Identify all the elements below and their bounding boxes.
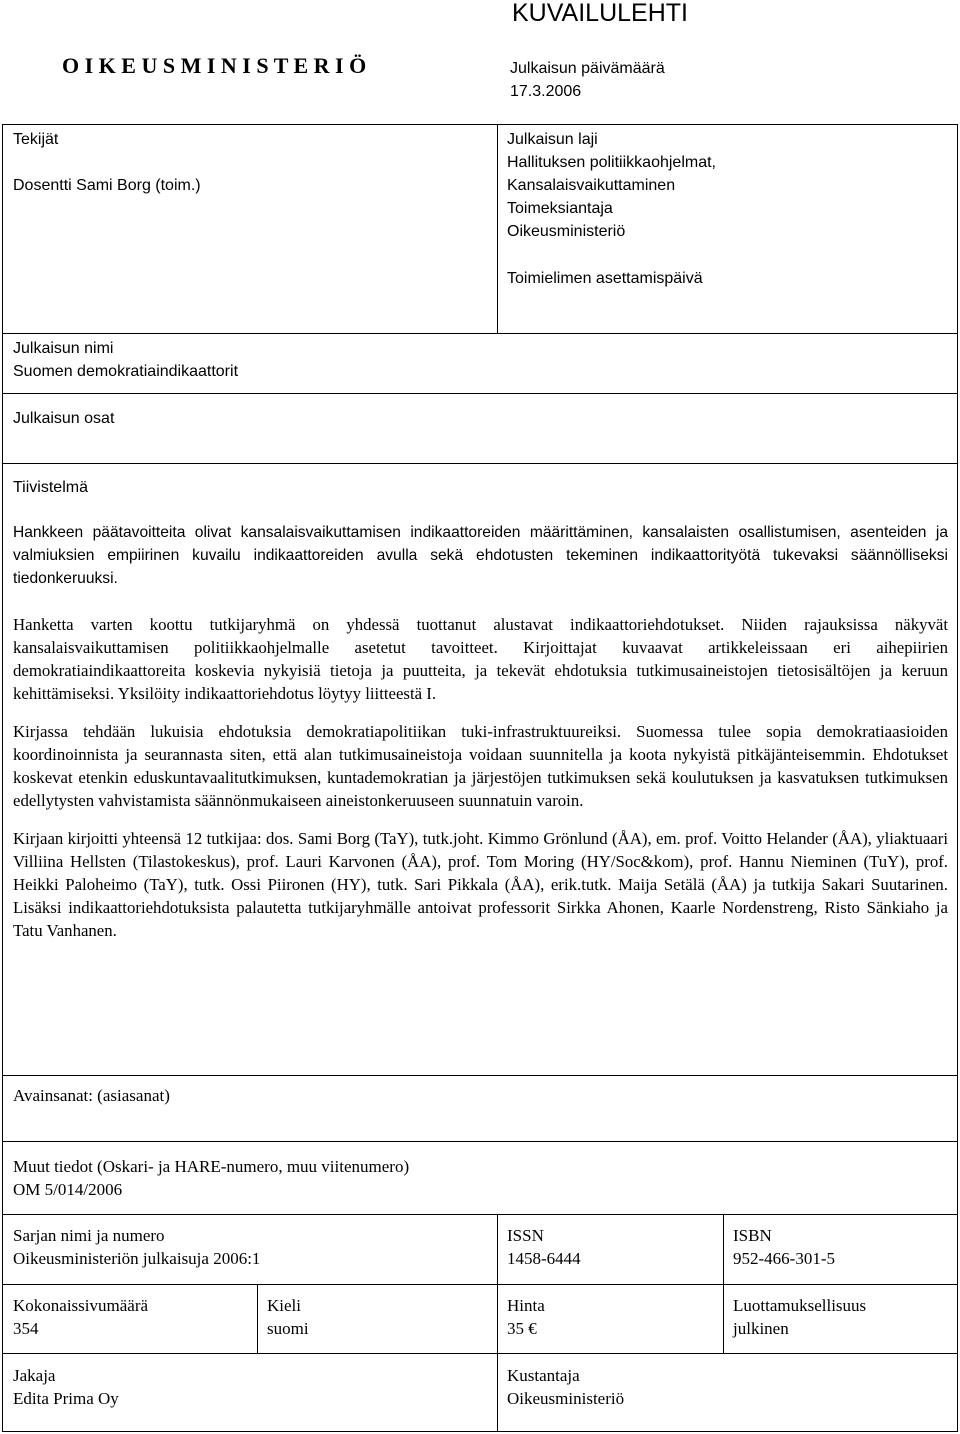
- issn-value: 1458-6444: [507, 1249, 581, 1268]
- other-info-value: OM 5/014/2006: [13, 1180, 123, 1199]
- divider: [2, 1353, 958, 1354]
- abstract-paragraph: Hankkeen päätavoitteita olivat kansalaisvaikuttamisen indikaattoreiden määrittäminen, kansalaisten osallistumisen, asenteiden ja valmiuksien empiirinen kuvailu indikaattoreiden avulla sekä ehdotusten tekeminen indikaattorityötä tukevaksi säännölliseksi tiedonkeruuksi.: [13, 524, 948, 587]
- abstract-paragraph: Kirjassa tehdään lukuisia ehdotuksia demokratiapolitiikan tuki-infrastruktuureiksi. Suomessa tulee sopia demokratiaasioiden koordinoinnista ja seurannasta siten, että alan tutkimusaineistoja voidaan suunnitella ja koota nykyistä pitkäjänteisemmin. Ehdotukset koskevat etenkin eduskuntavaalitutkimuksen, kuntademokratian ja järjestöjen tutkimuksen sekä koulutuksen ja kasvatuksen tutkimuksen edellytysten vahvistamista säännönmukaiseen aineistonkeruuseen suunnatuin varoin.: [13, 722, 948, 810]
- title-value: Suomen demokratiaindikaattorit: [13, 363, 239, 380]
- title-label: Julkaisun nimi: [13, 340, 114, 357]
- divider: [2, 1431, 958, 1432]
- distributor-value: Edita Prima Oy: [13, 1389, 119, 1408]
- divider: [2, 1141, 958, 1142]
- publication-date-label: Julkaisun päivämäärä: [510, 60, 665, 77]
- column-divider: [497, 124, 498, 334]
- issn-label: ISSN: [507, 1226, 544, 1245]
- abstract-label: Tiivistelmä: [13, 479, 88, 496]
- price-label: Hinta: [507, 1296, 545, 1315]
- publication-type-value: Kansalaisvaikuttaminen: [507, 177, 676, 194]
- abstract-body: [13, 521, 948, 606]
- page-count-label: Kokonaissivumäärä: [13, 1296, 149, 1315]
- language-value: suomi: [267, 1319, 309, 1338]
- parts-label: Julkaisun osat: [13, 410, 115, 427]
- other-info-label: Muut tiedot (Oskari- ja HARE-numero, muu viitenumero): [13, 1157, 410, 1176]
- abstract-paragraph: Kirjaan kirjoitti yhteensä 12 tutkijaa: dos. Sami Borg (TaY), tutk.joht. Kimmo Grönlund (ÅA), em. prof. Voitto Helander (ÅA), yliaktuaari Villiina Hellsten (Tilastokeskus), prof. Lauri Karvonen (ÅA), prof. Tom Moring (HY/Soc&kom), prof. Hannu Nieminen (TuY), prof. Heikki Paloheimo (TaY), tutk. Ossi Piironen (HY), tutk. Sari Pikkala (ÅA), erik.tutk. Maija Setälä (ÅA) ja tutkija Sakari Suutarinen. Lisäksi indikaattoriehdotuksista palautetta tutkijaryhmälle antoivat professorit Sirkka Ahonen, Kaarle Nordenstreng, Risto Sänkiaho ja Tatu Vanhanen.: [13, 829, 948, 940]
- column-divider: [257, 1284, 258, 1354]
- authors-label: Tekijät: [13, 131, 59, 148]
- frame-left: [2, 124, 3, 1432]
- series-value: Oikeusministeriön julkaisuja 2006:1: [13, 1249, 261, 1268]
- price-value: 35 €: [507, 1319, 537, 1338]
- publication-type-value: Hallituksen politiikkaohjelmat,: [507, 154, 716, 171]
- distributor-label: Jakaja: [13, 1366, 56, 1385]
- publication-date-value: 17.3.2006: [510, 83, 582, 100]
- commissioner-value: Oikeusministeriö: [507, 223, 626, 240]
- divider: [2, 393, 958, 394]
- isbn-value: 952-466-301-5: [733, 1249, 835, 1268]
- ministry-name: O I K E U S M I N I S T E R I Ö: [62, 53, 367, 78]
- divider: [2, 463, 958, 464]
- series-label: Sarjan nimi ja numero: [13, 1226, 165, 1245]
- divider: [2, 1284, 958, 1285]
- publisher-value: Oikeusministeriö: [507, 1389, 625, 1408]
- page-count-value: 354: [13, 1319, 39, 1338]
- confidentiality-value: julkinen: [733, 1319, 789, 1338]
- isbn-label: ISBN: [733, 1226, 772, 1245]
- divider: [2, 1214, 958, 1215]
- abstract-paragraph: Hanketta varten koottu tutkijaryhmä on yhdessä tuottanut alustavat indikaattoriehdotukset. Niiden rajauksissa näkyvät kansalaisvaikuttamisen politiikkaohjelmalle asetetut tavoitteet. Kirjoittajat kuvaavat artikkeleissaan eri aihepiirien demokratiaindikaattoreita koskevia nykyisiä tietoja ja puutteita, ja tekevät ehdotuksia tutkimusaineistojen tietosisältöjen ja keruun kehittämiseksi. Yksilöity indikaattoriehdotus löytyy liitteestä I.: [13, 615, 948, 703]
- frame-right: [957, 124, 958, 1432]
- column-divider: [497, 1214, 498, 1432]
- publication-type-label: Julkaisun laji: [507, 131, 598, 148]
- language-label: Kieli: [267, 1296, 301, 1315]
- document-type-title: KUVAILULEHTI: [512, 0, 688, 27]
- committee-date-label: Toimielimen asettamispäivä: [507, 270, 703, 287]
- commissioner-label: Toimeksiantaja: [507, 200, 613, 217]
- divider: [2, 124, 958, 125]
- divider: [2, 1075, 958, 1076]
- publisher-label: Kustantaja: [507, 1366, 580, 1385]
- divider: [2, 333, 958, 334]
- column-divider: [723, 1214, 724, 1354]
- authors-value: Dosentti Sami Borg (toim.): [13, 177, 201, 194]
- confidentiality-label: Luottamuksellisuus: [733, 1296, 867, 1315]
- abstract-body: [13, 613, 948, 958]
- keywords-label: Avainsanat: (asiasanat): [13, 1086, 170, 1105]
